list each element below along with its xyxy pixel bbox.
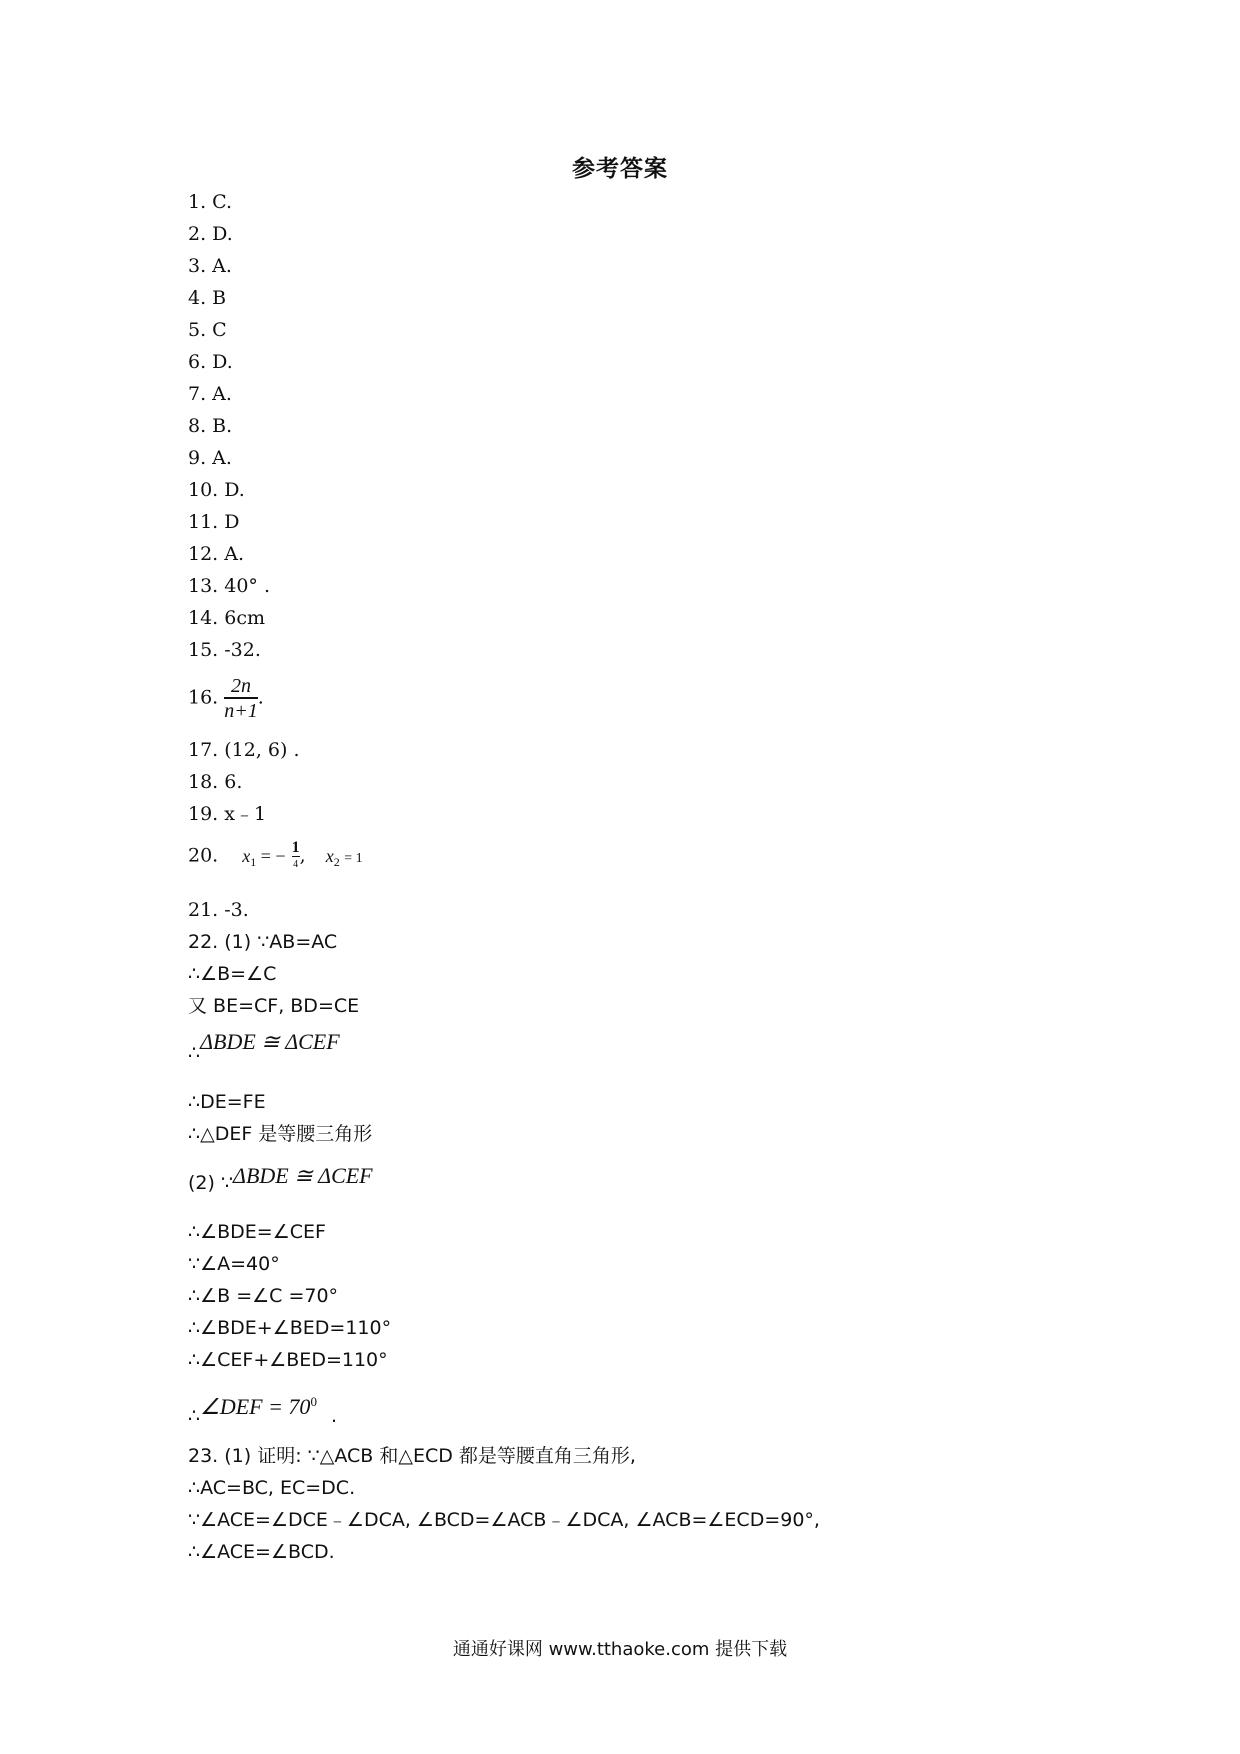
- q22-line-4: [188, 1029, 340, 1065]
- q22-line-1: 22. (1) ∵AB=AC: [188, 931, 338, 953]
- answer-20-x1: $x_1$ = −: [242, 845, 286, 869]
- answer-20-sep: ,: [299, 844, 306, 867]
- angle-result: ∠DEF = $70^0$: [200, 1394, 317, 1419]
- answer-6: 6. D.: [188, 351, 233, 373]
- q22-line-7: [188, 1163, 373, 1195]
- q22-line-5: ∴DE=FE: [188, 1091, 266, 1113]
- answer-17: 17. (12, 6) .: [188, 739, 300, 761]
- answer-21: 21. -3.: [188, 899, 249, 921]
- answer-7: 7. A.: [188, 383, 232, 405]
- q22-line-13: [188, 1394, 338, 1428]
- answer-9: 9. A.: [188, 447, 232, 469]
- q22-line-8: ∴∠BDE=∠CEF: [188, 1221, 326, 1243]
- answer-13: 13. 40° .: [188, 575, 271, 597]
- q22-line-11: ∴∠BDE+∠BED=110°: [188, 1317, 392, 1339]
- q23-line-1: 23. (1) 证明: ∵△ACB 和△ECD 都是等腰直角三角形,: [188, 1445, 636, 1467]
- answer-10: 10. D.: [188, 479, 245, 501]
- answer-16: [188, 676, 264, 721]
- answer-11: 11. D: [188, 511, 240, 533]
- answer-14: 14. 6cm: [188, 607, 266, 629]
- page-title: 参考答案: [572, 156, 668, 182]
- q23-line-3: ∵∠ACE=∠DCE﹣∠DCA, ∠BCD=∠ACB﹣∠DCA, ∠ACB=∠ECD=90°,: [188, 1509, 820, 1531]
- q22-line-2: ∴∠B=∠C: [188, 963, 277, 985]
- q23-line-2: ∴AC=BC, EC=DC.: [188, 1477, 356, 1499]
- congruence-statement-2: ΔBDE ≅ ΔCEF: [233, 1163, 373, 1188]
- part-2-label: (2) ∵: [188, 1172, 234, 1194]
- fraction-numerator: 2n: [224, 676, 258, 699]
- answer-19: 19. x﹣1: [188, 803, 267, 825]
- answer-4: 4. B: [188, 287, 227, 309]
- answer-1: 1. C.: [188, 191, 233, 213]
- answer-16-fraction: [224, 676, 258, 721]
- answer-5: 5. C: [188, 319, 227, 341]
- q22-line-9: ∵∠A=40°: [188, 1253, 280, 1275]
- answer-18: 18. 6.: [188, 771, 243, 793]
- answer-12: 12. A.: [188, 543, 245, 565]
- congruence-statement: ΔBDE ≅ ΔCEF: [200, 1029, 340, 1054]
- answer-20: [188, 840, 363, 874]
- q22-line-3: 又 BE=CF, BD=CE: [188, 995, 360, 1017]
- q23-line-4: ∴∠ACE=∠BCD.: [188, 1541, 335, 1563]
- q22-line-10: ∴∠B =∠C =70°: [188, 1285, 339, 1307]
- answer-2: 2. D.: [188, 223, 233, 245]
- q22-line-12: ∴∠CEF+∠BED=110°: [188, 1349, 388, 1371]
- answer-20-label: 20.: [188, 844, 219, 867]
- page-footer: 通通好课网 www.tthaoke.com 提供下载: [452, 1639, 788, 1660]
- answer-8: 8. B.: [188, 415, 233, 437]
- period: .: [330, 1405, 338, 1427]
- fraction-denominator: n+1: [224, 700, 258, 722]
- answer-20-fraction: $\frac{1}{4}$: [291, 839, 300, 870]
- answer-15: 15. -32.: [188, 639, 261, 661]
- therefore-symbol-2: ∴: [188, 1405, 201, 1427]
- answer-16-tail: .: [257, 686, 264, 709]
- answer-3: 3. A.: [188, 255, 232, 277]
- q22-line-6: ∴△DEF 是等腰三角形: [188, 1123, 373, 1145]
- answer-16-label: 16.: [188, 686, 219, 709]
- therefore-symbol: ∴: [188, 1042, 201, 1064]
- answer-20-x2: $x_2 = 1$: [325, 845, 363, 869]
